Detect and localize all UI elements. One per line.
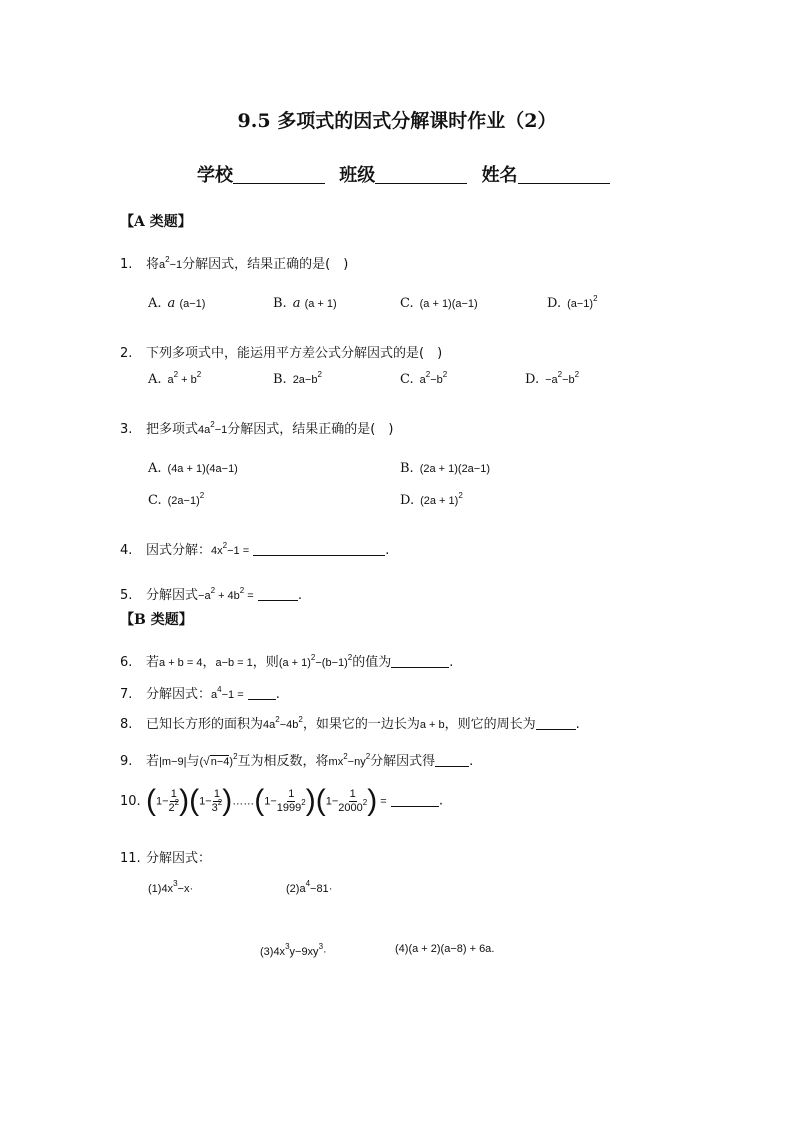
section-a-heading: 【A 类题】 — [120, 214, 192, 230]
school-label: 学校 — [197, 165, 233, 186]
option-c[interactable]: C. $(2a-1)^2$ — [148, 491, 205, 508]
student-info-row — [197, 161, 610, 187]
option-c[interactable]: C. (a + 1)(a−1) — [400, 296, 478, 311]
question-text: 因式分解： — [146, 543, 212, 558]
question-number: 5. — [120, 588, 133, 603]
option-b[interactable]: B. (2a + 1)(2a−1) — [400, 461, 491, 476]
question-2 — [120, 342, 442, 361]
question-text: 分解因式，结果正确的是( ) — [227, 422, 394, 437]
question-text: 分解因式，结果正确的是( ) — [182, 257, 349, 272]
question-number: 1. — [120, 257, 133, 272]
question-1 — [120, 253, 348, 272]
sub-question-4: (4)(a + 2)(a−8) + 6a. — [395, 943, 495, 955]
expression: $a^2-1$ — [159, 255, 183, 271]
class-blank[interactable] — [375, 167, 467, 184]
question-text: 将 — [146, 257, 160, 272]
question-number: 7. — [120, 687, 133, 702]
question-8: 8. 已知长方形的面积为$4a^2-4b^2$，如果它的一边长为a + b，则它的周长为 . — [120, 715, 580, 732]
answer-blank[interactable] — [391, 794, 439, 807]
question-10: 10. (1− $\frac{1}{2^2}$ )(1− $\frac{1}{3^2}$ )……(1− $\frac{1}{1999^2}$ )(1− $\frac{1}{2000^2}$ ) = . — [120, 784, 443, 817]
question-11: 11. 分解因式： — [120, 851, 212, 866]
option-a[interactable]: A. $a^2 + b^2$ — [148, 370, 202, 387]
question-text: 下列多项式中，能运用平方差公式分解因式的是( ) — [146, 346, 443, 361]
question-6: 6. 若a + b = 4，a−b = 1，则$(a + 1)^2-(b-1)^2$的值为 . — [120, 653, 454, 670]
question-text: 把多项式 — [146, 422, 199, 437]
option-a[interactable]: A. (4a + 1)(4a−1) — [148, 461, 238, 476]
question-number: 2. — [120, 346, 133, 361]
answer-blank[interactable] — [258, 588, 298, 601]
option-d[interactable]: D. $-a^2-b^2$ — [525, 370, 580, 387]
class-label: 班级 — [339, 165, 376, 186]
question-3 — [120, 418, 393, 437]
question-4: 4. 因式分解：$4x^2-1$ = . — [120, 541, 390, 558]
question-number: 6. — [120, 655, 133, 670]
name-blank[interactable] — [518, 167, 610, 184]
option-b[interactable]: B. $2a-b^2$ — [273, 370, 322, 387]
question-9: 9. 若|m−9|与$(√n-4)^2$互为相反数，将$mx^2-ny^2$分解因式得 . — [120, 752, 474, 769]
question-number: 10. — [120, 793, 141, 809]
school-blank[interactable] — [233, 167, 325, 184]
option-d[interactable]: D. $(2a + 1)^2$ — [400, 491, 463, 508]
option-a[interactable]: A. a (a−1) — [148, 296, 206, 311]
question-number: 3. — [120, 422, 133, 437]
option-d[interactable]: D. $(a-1)^2$ — [547, 294, 598, 311]
sub-question-3: $(3)4x^3y-9xy^3\cdot$ — [260, 942, 327, 958]
sub-question-2: $(2)a^4-81\cdot$ — [286, 879, 333, 895]
sub-question-1: $(1)4x^3-x\cdot$ — [148, 879, 194, 895]
question-number: 4. — [120, 543, 133, 558]
page-title: 9.5 多项式的因式分解课时作业（2） — [237, 110, 557, 132]
name-label: 姓名 — [481, 165, 518, 186]
answer-blank[interactable] — [391, 655, 449, 668]
answer-blank[interactable] — [248, 687, 276, 700]
question-7: 7. 分解因式：$a^4-1$ = . — [120, 685, 280, 702]
option-c[interactable]: C. $a^2-b^2$ — [400, 370, 448, 387]
section-b-heading: 【B 类题】 — [120, 612, 193, 628]
expression: $4a^2-1$ — [198, 420, 228, 436]
answer-blank[interactable] — [435, 754, 469, 767]
question-text: 分解因式 — [146, 588, 199, 603]
answer-blank[interactable] — [536, 717, 576, 730]
question-number: 11. — [120, 851, 141, 866]
question-number: 8. — [120, 717, 133, 732]
option-b[interactable]: B. a (a + 1) — [273, 296, 337, 311]
question-5: 5. 分解因式$-a^2 + 4b^2$ = . — [120, 586, 303, 603]
question-number: 9. — [120, 754, 133, 769]
answer-blank[interactable] — [253, 543, 385, 556]
